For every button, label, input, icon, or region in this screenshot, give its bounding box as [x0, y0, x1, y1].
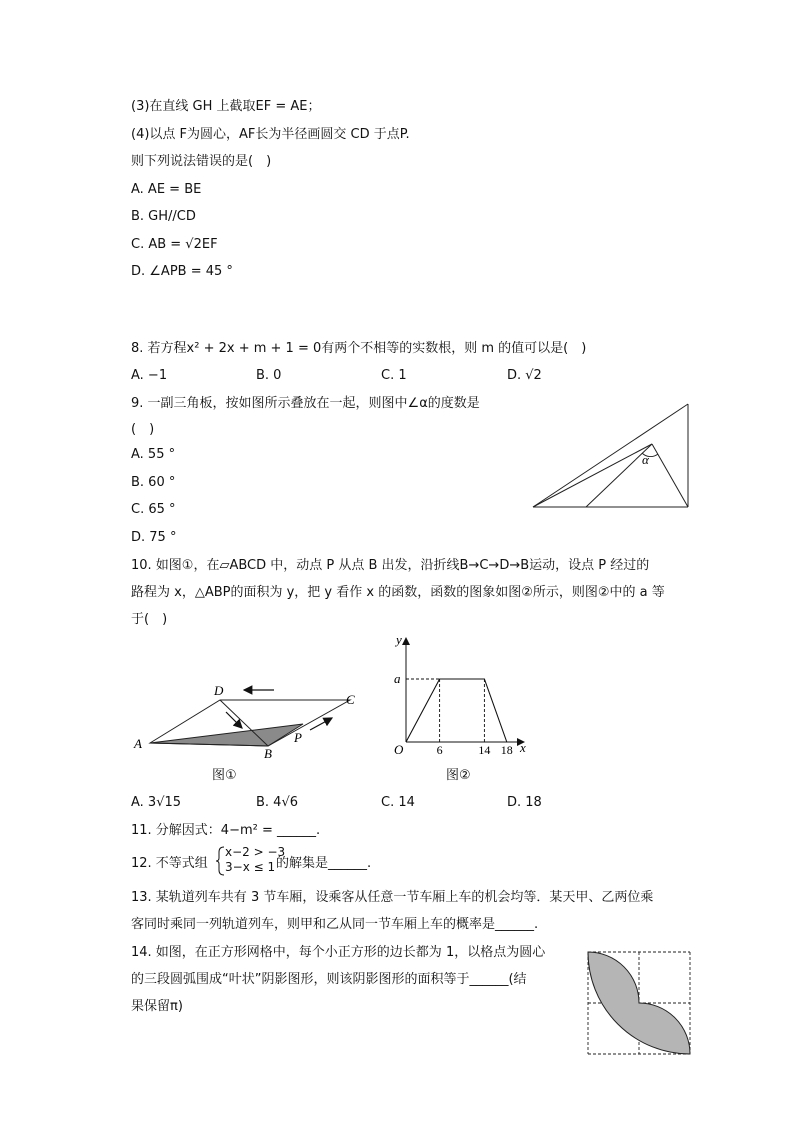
q10-function-graph — [388, 632, 538, 760]
q10-label-b: B — [264, 746, 272, 760]
q12-prefix: 12. 不等式组 — [131, 856, 208, 871]
q8-option-c: C. 1 — [381, 368, 407, 383]
q9-paren: ( ) — [131, 422, 155, 437]
q9-inner-top-edge — [533, 444, 652, 507]
q9-triangle-figure — [528, 400, 693, 512]
q11-stem: 11. 分解因式：4−m² = ______. — [131, 823, 321, 838]
q10-option-a: A. 3√15 — [131, 795, 182, 810]
q10-figure2-caption: 图② — [446, 768, 471, 783]
x-tick-6: 6 — [436, 743, 443, 757]
q12-row-1: x−2 > −3 — [225, 845, 286, 859]
q10-option-d: D. 18 — [507, 795, 542, 810]
q7-stem: 则下列说法错误的是( ) — [131, 154, 272, 169]
q8-option-a: A. −1 — [131, 368, 168, 383]
q12-suffix: 的解集是______. — [276, 856, 372, 871]
q14-line-2: 的三段圆弧围成“叶状”阴影图形，则该阴影图形的面积等于______(结 — [131, 972, 527, 987]
q10-label-c: C — [346, 692, 355, 707]
x-tick-18: 18 — [500, 743, 513, 757]
q8-option-b: B. 0 — [256, 368, 282, 383]
q7-step4: (4)以点 F为圆心，AF长为半径画圆交 CD 于点P. — [131, 127, 410, 142]
q9-option-d: D. 75 ° — [131, 530, 177, 545]
q10-line-3: 于( ) — [131, 612, 168, 627]
q10-line-2: 路程为 x，△ABP的面积为 y，把 y 看作 x 的函数，函数的图象如图②所示，则图②中的 a 等 — [131, 585, 665, 600]
q9-option-a: A. 55 ° — [131, 447, 176, 462]
function-line — [406, 679, 507, 742]
q7-option-a: A. AE = BE — [131, 182, 202, 197]
q12-row-2: 3−x ≤ 1 — [225, 860, 276, 874]
q9-inner-right-edge — [652, 444, 688, 507]
q14-line-1: 14. 如图，在正方形网格中，每个小正方形的边长都为 1，以格点为圆心 — [131, 945, 546, 960]
q7-option-d: D. ∠APB = 45 ° — [131, 264, 233, 279]
x-axis-label: x — [520, 740, 526, 755]
q10-arrow-d-to-b — [226, 712, 242, 728]
q8-option-d: D. √2 — [507, 368, 542, 383]
q7-option-b: B. GH//CD — [131, 209, 196, 224]
x-tick-14: 14 — [478, 743, 491, 757]
q9-hypotenuse — [533, 404, 688, 507]
q10-figure1-caption: 图① — [212, 768, 237, 783]
q13-line-2: 客同时乘同一列轨道列车，则甲和乙从同一节车厢上车的概率是______. — [131, 917, 539, 932]
q9-option-c: C. 65 ° — [131, 502, 176, 517]
q10-line-1: 10. 如图①，在▱ABCD 中，动点 P 从点 B 出发，沿折线B→C→D→B运动，设点 P 经过的 — [131, 558, 650, 573]
y-axis-label: y — [396, 632, 402, 647]
q7-step3: (3)在直线 GH 上截取EF = AE； — [131, 99, 321, 114]
q13-line-1: 13. 某轨道列车共有 3 节车厢，设乘客从任意一节车厢上车的机会均等．某天甲、乙两位乘 — [131, 890, 654, 905]
q10-label-a: A — [134, 736, 142, 751]
q10-label-p: P — [294, 730, 302, 745]
q10-option-c: C. 14 — [381, 795, 415, 810]
q8-stem: 8. 若方程x² + 2x + m + 1 = 0有两个不相等的实数根，则 m 的值可以是( ) — [131, 341, 587, 356]
q9-stem: 9. 一副三角板，按如图所示叠放在一起，则图中∠α的度数是 — [131, 396, 480, 411]
q10-parallelogram-figure — [128, 680, 368, 760]
q9-alpha-label: α — [642, 452, 649, 467]
q9-option-b: B. 60 ° — [131, 475, 176, 490]
y-tick-a: a — [394, 671, 401, 686]
origin-label: O — [394, 742, 404, 757]
q10-shaded-triangle — [150, 724, 303, 746]
q10-arrow-b-to-c — [310, 718, 332, 730]
q10-option-b: B. 4√6 — [256, 795, 299, 810]
q7-option-c: C. AB = √2EF — [131, 237, 218, 252]
q14-line-3: 果保留π) — [131, 999, 183, 1014]
q10-label-d: D — [214, 683, 224, 698]
q14-leaf-figure — [584, 948, 694, 1060]
